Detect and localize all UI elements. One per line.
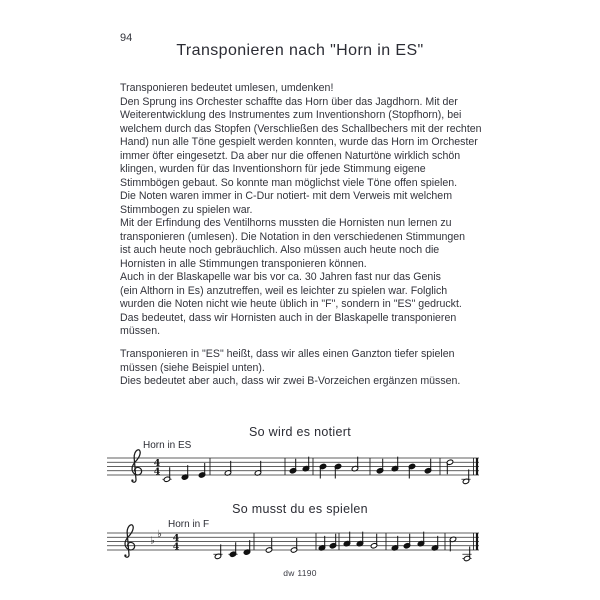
body-line: Hornisten in alle Stimmungen transponieren können.: [120, 257, 367, 270]
page-footer: dw 1190: [283, 568, 317, 578]
treble-clef-icon: [132, 450, 142, 482]
body-line: müssen (siehe Beispiel unten).: [120, 361, 265, 374]
body-line: Den Sprung ins Orchester schaffte das Horn über das Jagdhorn. Mit der: [120, 95, 458, 108]
body-line: transponieren (umlesen). Die Notation in den verschiedenen Stimmungen: [120, 230, 466, 243]
body-line: immer öfter eingesetzt. Da aber nur die offenen Naturtöne wirklich schön: [120, 149, 461, 162]
flat-icon: ♭: [157, 528, 162, 540]
body-line: Transponieren bedeutet umlesen, umdenken!: [120, 82, 334, 94]
time-signature-digit: 4: [153, 466, 161, 478]
staff-label-horn-in-f: Horn in F: [168, 519, 210, 530]
staff-label-horn-in-es: Horn in ES: [143, 440, 192, 451]
treble-clef-dot: [124, 554, 126, 556]
time-signature-digit: 4: [172, 541, 180, 553]
body-line: Weiterentwicklung des Instrumentes zum Inventionshorn (Stopfhorn), bei: [120, 109, 462, 121]
body-line: Mit der Erfindung des Ventilhorns mussten die Hornisten nun lernen zu: [120, 217, 452, 229]
time-signature-digit: 4: [172, 533, 180, 545]
flat-icon: ♭: [150, 535, 155, 547]
body-line: Hand) nun alle Töne gespielt werden konnten, wurde das Horn im Orchester: [120, 136, 478, 148]
body-line: Das bedeutet, dass wir Hornisten auch in der Blaskapelle transponieren: [120, 311, 457, 324]
body-line: wurden die Noten nicht wie heute üblich in "F", sondern in "ES" gedruckt.: [120, 298, 462, 310]
page-title: Transponieren nach "Horn in ES": [176, 42, 424, 59]
body-line: Auch in der Blaskapelle war bis vor ca. 30 Jahren fast nur das Genis: [120, 271, 441, 283]
body-line: welchem durch das Stopfen (Verschließen des Schallbechers mit der rechten: [120, 122, 482, 135]
notation-heading-played: So musst du es spielen: [232, 502, 368, 516]
body-line: Dies bedeutet aber auch, dass wir zwei B-Vorzeichen ergänzen müssen.: [120, 375, 461, 387]
body-line: Transponieren in "ES" heißt, dass wir alles einen Ganzton tiefer spielen: [120, 348, 455, 360]
body-line: Stimmbögen gebaut. So konnte man möglichst viele Töne offen spielen.: [120, 176, 458, 189]
page-number: 94: [120, 32, 133, 44]
body-line: Stimmbogen zu spielen war.: [120, 203, 253, 216]
body-line: ist auch heute noch gebräuchlich. Also müssen auch heute noch die: [120, 244, 440, 256]
time-signature-digit: 4: [153, 458, 161, 470]
body-line: müssen.: [120, 325, 161, 337]
notation-heading-notated: So wird es notiert: [249, 425, 351, 439]
treble-clef-dot: [131, 479, 133, 481]
treble-clef-icon: [125, 525, 135, 557]
body-line: Die Noten waren immer in C-Dur notiert- mit dem Verweis mit welchem: [120, 190, 453, 202]
body-line: (ein Althorn in Es) anzutreffen, weil es leichter zu spielen war. Folglich: [120, 284, 448, 297]
body-line: klingen, wurden für das Inventionshorn für jede Stimmung eigene: [120, 163, 426, 175]
